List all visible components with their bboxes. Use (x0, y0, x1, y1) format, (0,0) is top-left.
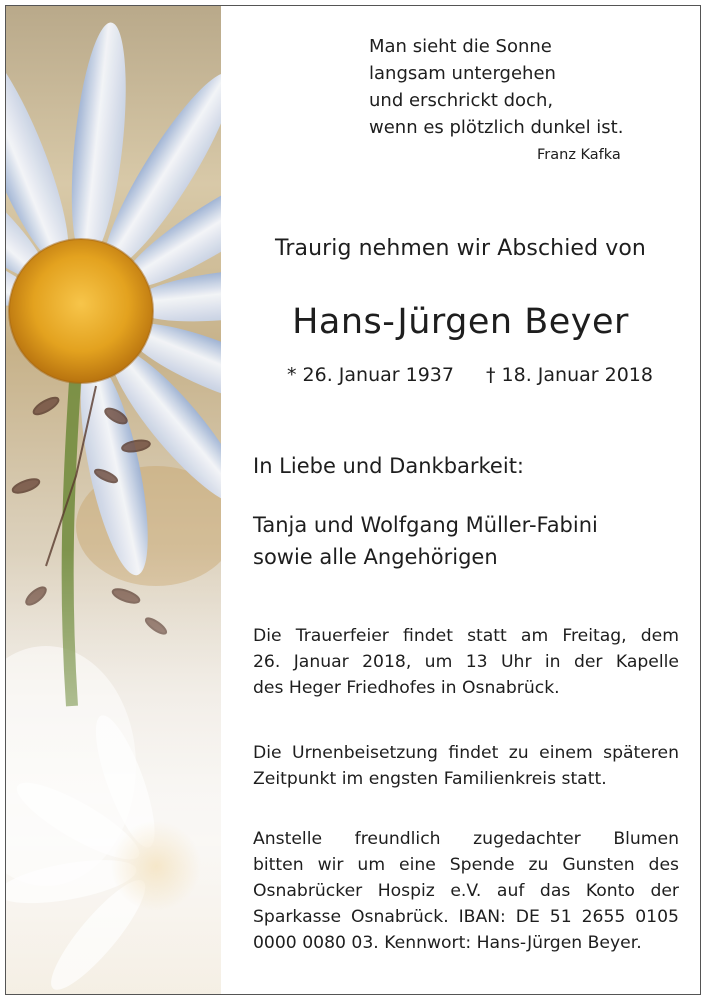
funeral-line: 26. Januar 2018, um 13 Uhr in der Kapelle (253, 652, 679, 672)
mourners-line: sowie alle Angehörigen (253, 545, 498, 569)
intro-line: Traurig nehmen wir Abschied von (275, 236, 646, 261)
urn-burial-info (253, 740, 679, 792)
notice-text (221, 6, 700, 994)
donation-line: Sparkasse Osnabrück. IBAN: DE 51 2655 0105 (253, 907, 679, 927)
birth-date: * 26. Januar 1937 (287, 364, 454, 386)
deceased-name: Hans-Jürgen Beyer (292, 302, 629, 342)
donation-line: Anstelle freundlich zugedachter Blumen (253, 829, 679, 849)
quote-line: Man sieht die Sonne (369, 36, 552, 57)
funeral-line: des Heger Friedhofes in Osnabrück. (253, 678, 560, 698)
gratitude-heading: In Liebe und Dankbarkeit: (253, 454, 525, 478)
urn-line: Zeitpunkt im engsten Familienkreis statt. (253, 769, 607, 789)
donation-line: Osnabrücker Hospiz e.V. auf das Konto der (253, 881, 679, 901)
daisy-photo (6, 6, 221, 994)
donation-line: bitten wir um eine Spende zu Gunsten des (253, 855, 679, 875)
quote-line: und erschrickt doch, (369, 90, 554, 111)
quote-author: Franz Kafka (537, 147, 621, 163)
quote-line: wenn es plötzlich dunkel ist. (369, 117, 624, 138)
quote-line: langsam untergehen (369, 63, 556, 84)
death-date: † 18. Januar 2018 (485, 364, 653, 386)
life-dates (287, 364, 653, 386)
donation-line: 0000 0080 03. Kennwort: Hans-Jürgen Beyer. (253, 933, 642, 953)
obituary-notice (5, 5, 701, 995)
mourners (253, 509, 598, 573)
urn-line: Die Urnenbeisetzung findet zu einem späteren (253, 743, 679, 763)
funeral-info (253, 623, 679, 701)
donation-info (253, 826, 679, 956)
kafka-quote (369, 33, 623, 141)
funeral-line: Die Trauerfeier findet statt am Freitag, dem (253, 626, 679, 646)
mourners-line: Tanja und Wolfgang Müller-Fabini (253, 513, 598, 537)
